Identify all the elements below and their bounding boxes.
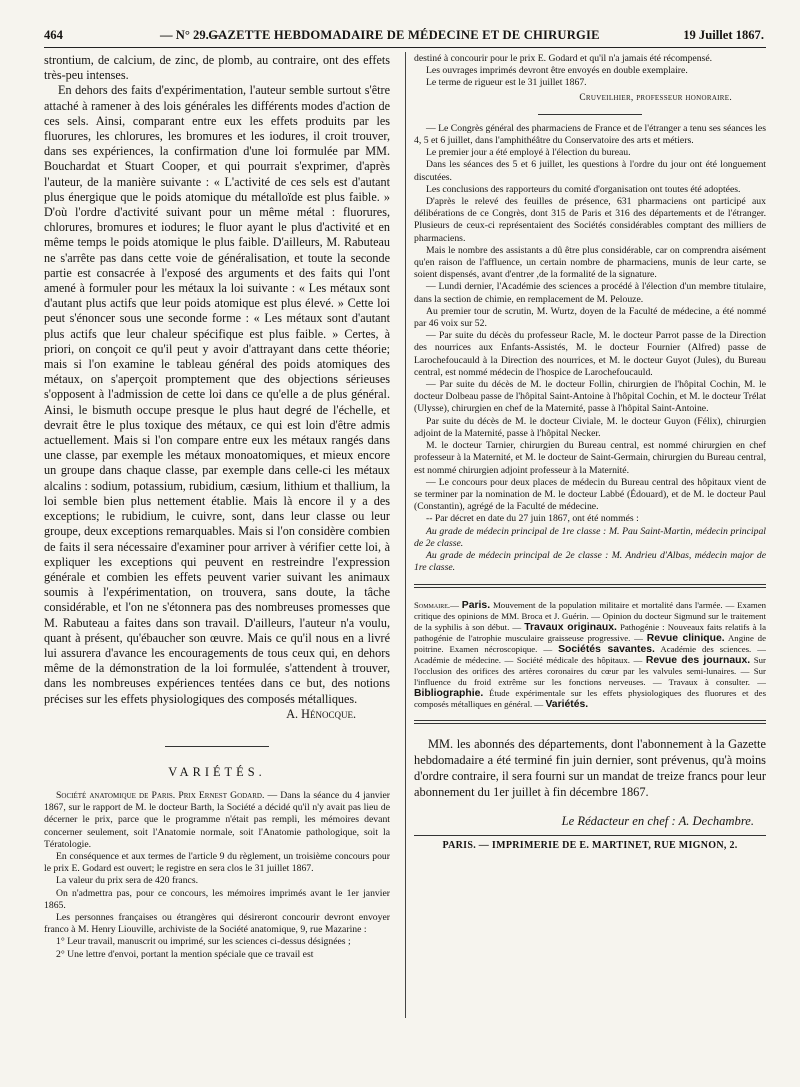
news-paragraph: Au grade de médecin principal de 1re classe : M. Pau Saint-Martin, médecin principal de 2e classe. bbox=[414, 525, 766, 549]
news-paragraph: destiné à concourir pour le prix E. Godard et qu'il n'a jamais été récompensé. bbox=[414, 53, 713, 64]
section-separator bbox=[165, 746, 269, 747]
section-title-varietes: VARIÉTÉS. bbox=[168, 764, 266, 779]
page-header bbox=[44, 28, 764, 44]
news-paragraph: Par suite du décès de M. le docteur Civiale, M. le docteur Guyon (Félix), chirurgien adjoint de la Maternité, passe à l'hôpital Necker. bbox=[414, 415, 766, 439]
news-paragraph: — Par suite du décès du professeur Racle, M. le docteur Parrot passe de la Direction des nourrices aux Enfants-Assistés, M. le docteur Fournier (Alfred) passe de Larochefoucauld à la Direction des nourrices, et M. le docteur Guyot (Jules), du Bureau central, est nommé médecin de l'hospice de Larochefoucauld. bbox=[414, 330, 766, 378]
news-paragraph: Le premier jour a été employé à l'élection du bureau. bbox=[426, 147, 631, 159]
issue-date: 19 Juillet 1867. bbox=[683, 28, 764, 42]
varietes-paragraph: 1° Leur travail, manuscrit ou imprimé, sur les sciences ci-dessus désignées ; bbox=[56, 936, 351, 948]
news-paragraph: Le terme de rigueur est le 31 juillet 1867. bbox=[426, 77, 587, 89]
godard-prize-continuation bbox=[414, 53, 766, 104]
section-separator bbox=[538, 114, 642, 115]
issue-number: — N° 29. — bbox=[160, 28, 225, 42]
subscription-notice bbox=[414, 736, 766, 800]
left-column bbox=[44, 53, 390, 961]
varietes-paragraph: En conséquence et aux termes de l'article 9 du règlement, un troisième concours pour le prix E. Godard est ouvert; le registre en sera clos le 31 juillet 1867. bbox=[44, 850, 390, 875]
editor-signature: Le Rédacteur en chef : A. Dechambre. bbox=[561, 814, 754, 829]
news-paragraph: — Lundi dernier, l'Académie des sciences a procédé à l'élection d'un membre titulaire, dans la section de chimie, en remplacement de M. Pelouze. bbox=[414, 281, 766, 305]
notice-rule bbox=[414, 720, 766, 724]
header-rule bbox=[44, 47, 766, 48]
summary-label: Sommaire. bbox=[414, 600, 451, 611]
varietes-paragraph: La valeur du prix sera de 420 francs. bbox=[56, 875, 199, 887]
column-divider bbox=[405, 52, 406, 1018]
news-paragraph: Les conclusions des rapporteurs du comité d'organisation ont toutes été adoptées. bbox=[426, 183, 741, 195]
news-paragraph: Dans les séances des 5 et 6 juillet, les questions à l'ordre du jour ont été longuement discutées. bbox=[414, 159, 766, 183]
news-paragraph: Les ouvrages imprimés devront être envoyés en double exemplaire. bbox=[426, 65, 688, 77]
varietes-lead: Société anatomique de Paris. Prix Ernest Godard. bbox=[56, 789, 265, 801]
article-paragraph: En dehors des faits d'expérimentation, l'auteur semble surtout s'être attaché à ramener à des lois générales les différents modes d'action de ces sels. Ainsi, comparant entre eux les effets produits par les fluorures, les chlorures, les bromures et les iodures, il croit trouver, dans ses expériences, la confirmation d'une loi formulée par MM. Bouchardat et Stuart Cooper, et qui pourrait s'exprimer, d'après l'auteur, de la manière suivante : « L'activité de ces sels est d'autant plus énergique que le poids atomique du métalloïde est plus faible. » D'où l'ordre d'activité suivant pour un même métal : fluorures, chlorures, bromures et iodures; le fluor ayant le plus d'activité et en même temps le poids atomique le plus faible. D'ailleurs, M. Rabuteau ne s'arrête pas dans cette voie de généralisation, et toute la seconde partie est consacrée à l'exposé des arguments et des faits qui l'ont amené à formuler pour les métaux la loi suivante : « Les métaux sont d'autant plus actifs que leur poids atomique est plus élevé. » Cette loi peut s'énoncer sous une seconde forme : « Les métaux sont d'autant plus actifs que leur chaleur spécifique est plus faible. » Certes, à priori, on conçoit ce qu'il peut y avoir d'attrayant dans cette théorie; mais si l'on examine le tableau général des poids atomiques des métaux, on s'aperçoit promptement que des objections sérieuses s'opposent à l'admission de cette loi dans ce qu'elle a de plus général. Ainsi, le bismuth occupe presque le plus haut degré de l'échelle, et devrait être le plus toxique des métaux, ce qui est loin d'être admis actuellement. Mais si l'on compare entre eux les métaux rangés dans une classe, par exemple les métaux monoatomiques, et mieux encore un groupe dans chaque classe, par exemple dans celle-ci les métaux alcalins : sodium, potassium, rubidium, cæsium, lithium et thallium, la loi semble bien plus nettement établie. Mais là encore il y a des exceptions; le rubidium, le cuivre, sont, dans leur classe ou leur groupe, deux exceptions remarquables. Mais si l'on considère combien de faits il sera nécessaire d'examiner pour arriver à vérifier cette loi, à expliquer les exceptions qui peuvent en restreindre l'expression générale et combien les effets peuvent varier suivant les animaux soumis à l'expérimentation, on trouvera, sans doute, la tâche considérable, et l'on ne s'étonnera pas des nombreuses promesses que M. Rabuteau a faites dans son travail. D'ailleurs, l'auteur n'a voulu, quant à présent, qu'ébaucher son œuvre. Mais ce qu'il nous en a livré lui assurera d'avance les encouragements de tous ceux qui, en dehors même de la démonstration de la loi formulée, s'attendent à trouver, dans les nombreuses expériences tentées dans ce but, des notions précises sur les effets physiologiques des composés métalliques. bbox=[44, 83, 390, 706]
news-paragraph: D'après le relevé des feuilles de présence, 631 pharmaciens ont participé aux délibérations de ce Congrès, dont 315 de Paris et 316 des départements et de l'étranger. Plusieurs de ceux-ci représentaient des Sociétés considérables comptant des milliers de pharmaciens. bbox=[414, 196, 766, 244]
news-paragraph: Mais le nombre des assistants a dû être plus considérable, car on comprendra aisément qu'en raison de l'affluence, un certain nombre de pharmaciens, munis de leur carte, se soient dispensés, avant d'entrer ,de la formalité de la signature. bbox=[414, 244, 766, 281]
summary-rule bbox=[414, 584, 766, 588]
news-paragraph: — Par suite du décès de M. le docteur Follin, chirurgien de l'hôpital Cochin, M. le docteur Dolbeau passe de l'hôpital Saint-Antoine à l'hôpital Cochin, et M. le docteur Trélat (Ulysse), chirurgien en chef de la Maternité, passe à l'hôpital Saint-Antoine. bbox=[414, 379, 766, 415]
news-paragraph: — Le Congrès général des pharmaciens de France et de l'étranger a tenu ses séances les 4, 5 et 6 juillet, dans l'amphithéâtre du Conservatoire des arts et métiers. bbox=[414, 122, 766, 147]
news-paragraph: M. le docteur Tarnier, chirurgien du Bureau central, est nommé chirurgien en chef professeur à la Maternité, et M. le docteur de Saint-Germain, chirurgien du Bureau central, est nommé chirurgien adjoint professeur à la Maternité. bbox=[414, 440, 766, 476]
issue-summary: Sommaire.— Paris. Mouvement de la population militaire et mortalité dans l'armée. — Examen critique des opinions de MM. Broca et J. Guérin. — Opinion du docteur Sigmund sur le traitement de la syphilis à son début. — Travaux originaux. Pathogénie : Nouveaux faits relatifs à la pathogénie de l'atrophie musculaire graisseuse progressive. — Revue clinique. Angine de poitrine. Examen nécroscopique. — Sociétés savantes. Académie des sciences. — Académie de médecine. — Société médicale des hôpitaux. — Revue des journaux. Sur l'occlusion des orifices des artères coronaires du cœur par les valvules semi-lunaires. — Sur l'influence du froid extrême sur les fonctions nerveuses. — Travaux à consulter. — Bibliographie. Étude expérimentale sur les effets physiologiques des fluorures et des composés métalliques en général. — Variétés. bbox=[414, 600, 766, 711]
varietes-section bbox=[44, 790, 390, 961]
review-article bbox=[44, 53, 390, 722]
news-signature: Cruveilhier, professeur honoraire. bbox=[579, 92, 732, 103]
varietes-paragraph: On n'admettra pas, pour ce concours, les mémoires imprimés avant le 1er janvier 1865. bbox=[44, 887, 390, 911]
right-column bbox=[414, 53, 766, 851]
journal-title: GAZETTE HEBDOMADAIRE DE MÉDECINE ET DE CHIRURGIE bbox=[208, 28, 600, 42]
news-paragraph: Au grade de médecin principal de 2e classe : M. Andrieu d'Albas, médecin major de 1re classe. bbox=[414, 549, 766, 574]
page-number: 464 bbox=[44, 28, 63, 42]
printer-rule bbox=[414, 835, 766, 836]
printer-line: PARIS. — IMPRIMERIE DE E. MARTINET, RUE MIGNON, 2. bbox=[442, 840, 738, 852]
news-paragraph: -- Par décret en date du 27 juin 1867, ont été nommés : bbox=[426, 513, 639, 525]
varietes-paragraph: Les personnes françaises ou étrangères qui désireront concourir devront envoyer franco à M. Henry Liouville, archiviste de la Société anatomique, 9, rue Mazarine : bbox=[44, 911, 390, 936]
article-signature: A. Hénocque. bbox=[286, 706, 356, 721]
news-items bbox=[414, 123, 766, 575]
varietes-paragraph: Société anatomique de Paris. Prix Ernest Godard. — Dans la séance du 4 janvier 1867, sur le rapport de M. le docteur Barth, la Société a décidé qu'il n'y avait pas lieu de décerner le prix, parce que le programme n'était pas rempli, les mémoires devant concerner seulement, soit l'Anatomie normale, soit l'Anatomie pathologique, soit la Tératologie. bbox=[44, 789, 390, 850]
news-paragraph: Au premier tour de scrutin, M. Wurtz, doyen de la Faculté de médecine, a été nommé par 46 voix sur 52. bbox=[414, 305, 766, 330]
article-paragraph: strontium, de calcium, de zinc, de plomb, au contraire, ont des effets très-peu intenses. bbox=[44, 53, 390, 83]
news-paragraph: — Le concours pour deux places de médecin du Bureau central des hôpitaux vient de se terminer par la nomination de M. le docteur Labbé (Édouard), et de M. le docteur Paul (Constantin), agrégé de la Faculté de médecine. bbox=[414, 476, 766, 513]
varietes-paragraph: 2° Une lettre d'envoi, portant la mention spéciale que ce travail est bbox=[56, 948, 314, 960]
notice-paragraph: MM. les abonnés des départements, dont l'abonnement à la Gazette hebdomadaire a été terminé fin juin dernier, sont prévenus, qu'à moins d'ordre contraire, il sera fourni sur un mandat de treize francs pour leur abonnement du 1er juillet à fin décembre 1867. bbox=[414, 737, 766, 800]
